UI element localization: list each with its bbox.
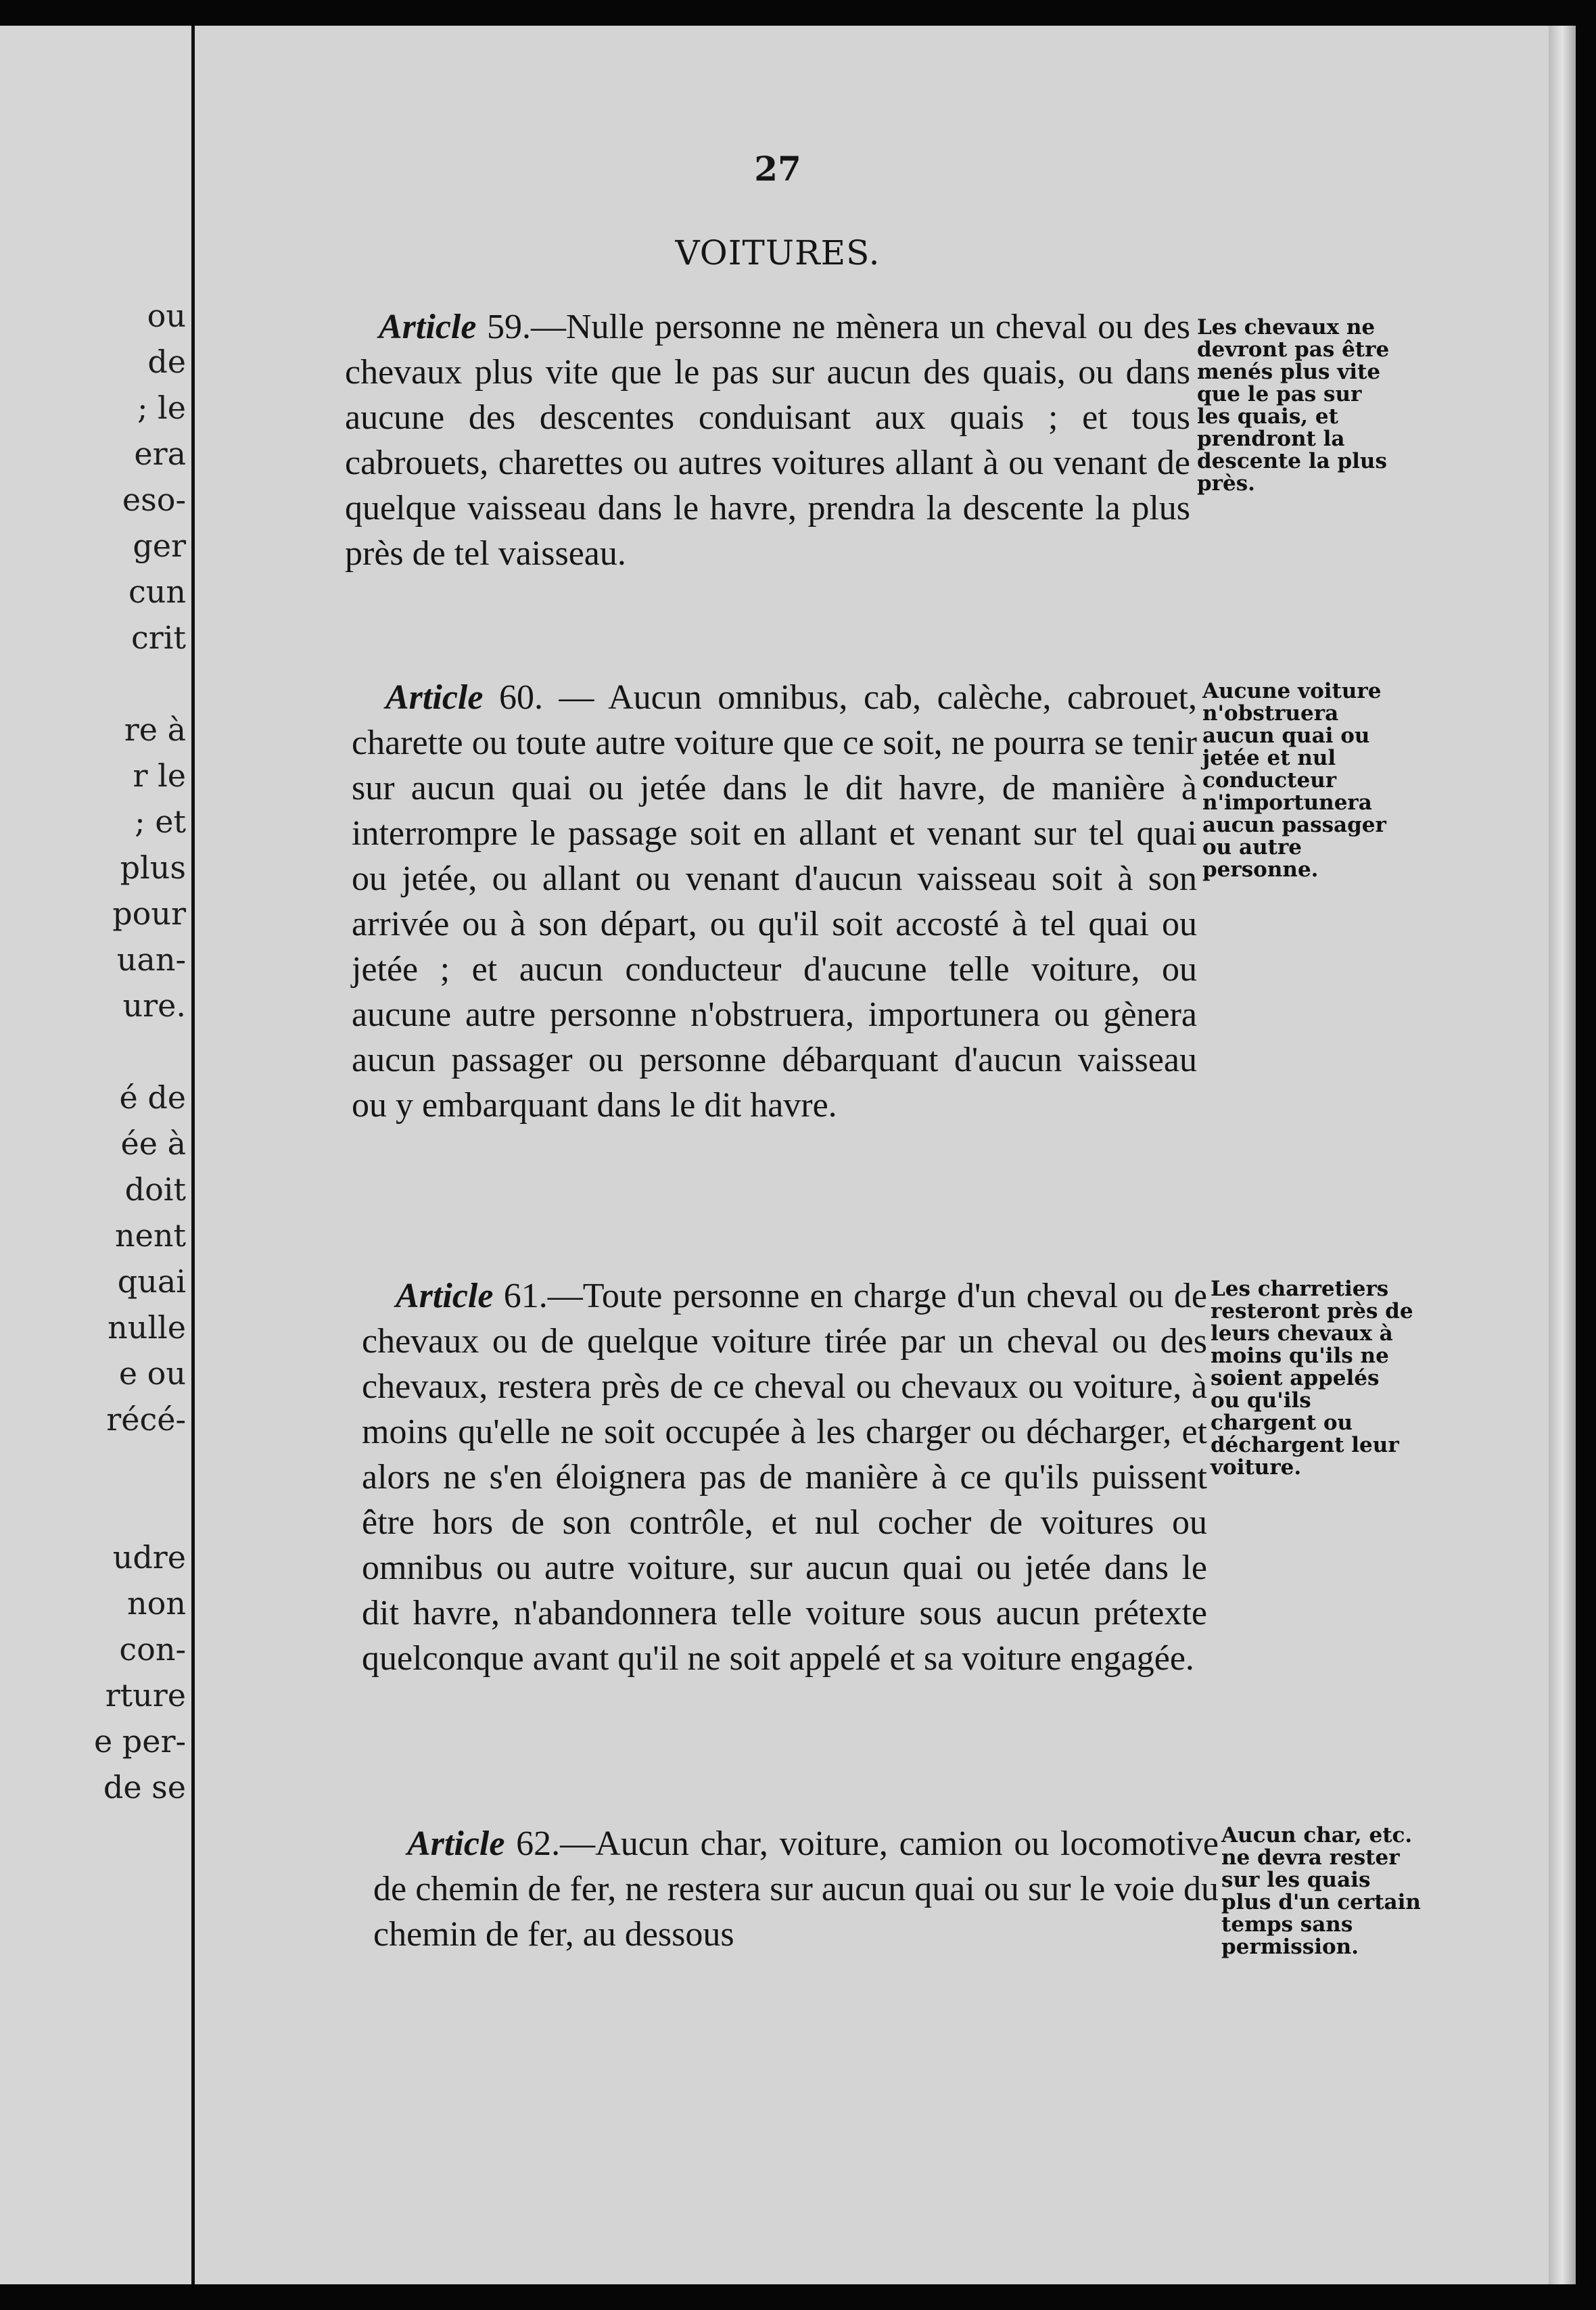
facing-page-line: rture — [105, 1677, 186, 1714]
article-number: 59. — [486, 308, 531, 346]
margin-note-60: Aucune voiture n'obstruera aucun quai ou jetée et nul conducteur n'importunera aucun passager ou autre personne. — [1202, 679, 1386, 882]
facing-page-line: récé- — [106, 1401, 186, 1438]
facing-page-line: de — [147, 344, 186, 380]
article-label: Article — [385, 678, 484, 717]
article-62 — [373, 1821, 1219, 1957]
margin-note-61: Les charretiers resteront près de leurs chevaux à moins qu'ils ne soient appelés ou qu'ils chargent ou déchargent leur voiture. — [1211, 1277, 1413, 1480]
facing-page-line: e per- — [93, 1723, 186, 1760]
article-61 — [362, 1273, 1207, 1681]
article-text: — Aucun omnibus, cab, calèche, cabrouet, charette ou toute autre voiture que ce soit, ne pourra se tenir sur aucun quai ou jetée dans le dit havre, de manière à interrompre le passage soit en allant et venant sur tel quai ou jetée, ou allant ou venant d'aucun vaisseau soit à son arrivée ou à son départ, ou qu'il soit accosté à tel quai ou jetée ; et aucun conducteur d'aucune telle voiture, ou aucune autre personne n'obstruera, importunera ou gènera aucun passager ou personne débarquant d'aucun vaisseau ou y embarquant dans le dit havre. — [352, 678, 1198, 1125]
section-title: VOITURES. — [675, 233, 881, 273]
facing-page-line: crit — [131, 619, 186, 656]
margin-note-62: Aucun char, etc. ne devra rester sur les quais plus d'un certain temps sans permission. — [1221, 1823, 1421, 1959]
facing-page-line: e ou — [118, 1355, 186, 1392]
facing-page-line: quai — [117, 1263, 186, 1300]
facing-page-line: de se — [103, 1769, 186, 1806]
facing-page-line: pour — [112, 895, 186, 932]
article-label: Article — [396, 1277, 494, 1315]
facing-page-line: ure. — [122, 987, 186, 1024]
facing-page-line: uan- — [116, 941, 186, 978]
article-label: Article — [379, 308, 477, 346]
article-60 — [352, 675, 1197, 1128]
article-number: 61. — [503, 1277, 548, 1315]
facing-page-line: eso- — [122, 481, 186, 518]
facing-page-line: doit — [124, 1171, 186, 1208]
page-edge — [1549, 26, 1576, 2284]
facing-page-line: udre — [112, 1539, 186, 1576]
article-59 — [345, 304, 1190, 576]
facing-page-line: con- — [119, 1631, 186, 1668]
margin-note-59: Les chevaux ne devront pas être menés plus vite que le pas sur les quais, et prendront la descente la plus près. — [1197, 315, 1390, 496]
facing-page-line: plus — [120, 849, 186, 886]
facing-page-line: ée à — [120, 1125, 186, 1162]
facing-page — [0, 26, 191, 2284]
article-text: —Toute personne en charge d'un cheval ou de chevaux ou de quelque voiture tirée par un cheval ou des chevaux, restera près de ce cheval ou chevaux ou voiture, à moins qu'elle ne soit occupée à les charger ou décharger, et alors ne s'en éloignera pas de manière à ce qu'ils puissent être hors de son contrôle, et nul cocher de voitures ou omnibus ou autre voiture, sur aucun quai ou jetée dans le dit havre, n'abandonnera telle voiture sous aucun prétexte quelconque avant qu'il ne soit appelé et sa voiture engagée. — [362, 1277, 1207, 1678]
facing-page-line: ger — [133, 527, 186, 564]
facing-page-line: re à — [124, 711, 186, 748]
article-number: 60. — [498, 678, 543, 717]
article-label: Article — [407, 1824, 505, 1863]
facing-page-line: r le — [133, 757, 186, 794]
facing-page-line: ; le — [137, 390, 186, 426]
article-text: —Nulle personne ne mènera un cheval ou des chevaux plus vite que le pas sur aucun des quais, ou dans aucune des descentes conduisant aux quais ; et tous cabrouets, charettes ou autres voitures allant à ou venant de quelque vaisseau dans le havre, prendra la descente la plus près de tel vaisseau. — [345, 308, 1190, 573]
facing-page-line: era — [134, 435, 186, 472]
page-number: 27 — [754, 149, 801, 189]
article-text: —Aucun char, voiture, camion ou locomotive de chemin de fer, ne restera sur aucun quai ou sur le voie du chemin de fer, au dessous — [373, 1824, 1219, 1954]
facing-page-line: non — [127, 1585, 186, 1622]
article-number: 62. — [516, 1824, 561, 1863]
facing-page-line: ou — [147, 298, 186, 334]
facing-page-line: cun — [128, 573, 186, 610]
facing-page-line: ; et — [135, 803, 186, 840]
facing-page-line: nulle — [108, 1309, 186, 1346]
facing-page-line: é de — [119, 1079, 186, 1116]
facing-page-line: nent — [115, 1217, 186, 1254]
